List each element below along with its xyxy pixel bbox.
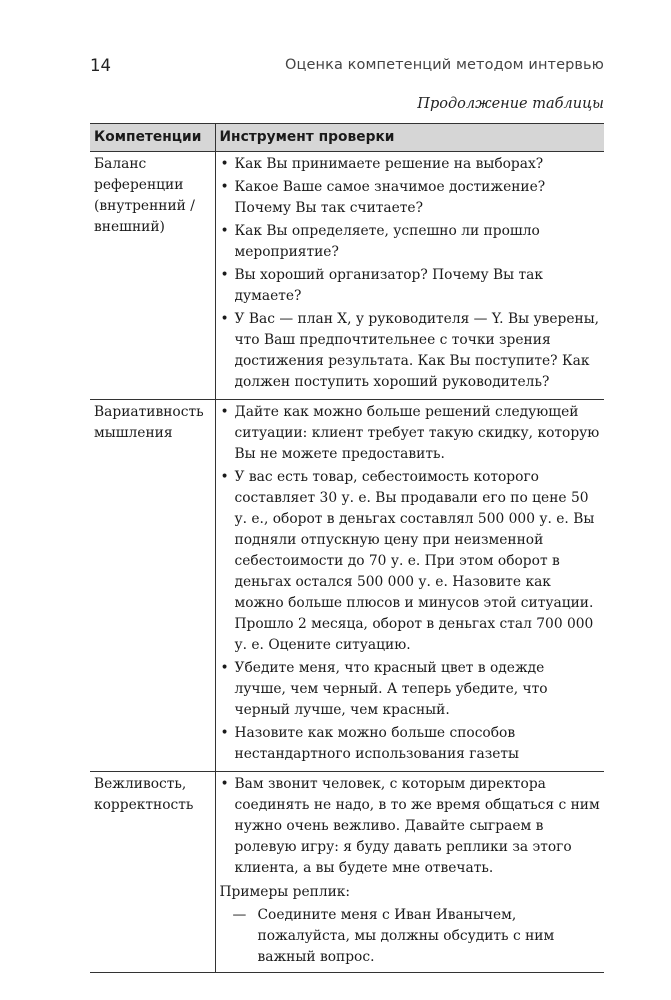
column-header-competencies: Компетенции xyxy=(90,124,215,152)
question-list xyxy=(220,154,601,393)
list-item: • Назовите как можно больше способов нестандартного использования газеты xyxy=(220,723,601,765)
list-item: • Убедите меня, что красный цвет в одежде лучше, чем черный. А теперь убедите, что черный лучше, чем красный. xyxy=(220,658,601,721)
list-item: • Какое Ваше самое значимое достижение? Почему Вы так считаете? xyxy=(220,177,601,219)
list-item: • У Вас — план X, у руководителя — Y. Вы уверены, что Ваш предпочтительнее с точки зрения достижения результата. Как Вы поступите? Как должен поступить хороший руководитель? xyxy=(220,309,601,393)
list-item: • Как Вы принимаете решение на выборах? xyxy=(220,154,601,175)
page-number: 14 xyxy=(90,56,111,75)
example-item: — Соедините меня с Иван Иванычем, пожалуйста, мы должны обсудить с ним важный вопрос. xyxy=(220,905,601,968)
table-row xyxy=(90,772,604,973)
table-row xyxy=(90,400,604,772)
list-item: • Дайте как можно больше решений следующей ситуации: клиент требует такую скидку, которую Вы не можете предоставить. xyxy=(220,402,601,465)
competency-name: Баланс референции (внутренний / внешний) xyxy=(90,152,215,400)
list-item: • Вам звонит человек, с которым директора соединять не надо, в то же время общаться с ним нужно очень вежливо. Давайте сыграем в ролевую игру: я буду давать реплики за этого клиента, а вы будете мне отвечать. xyxy=(220,774,601,879)
tool-cell xyxy=(215,152,604,400)
tool-cell xyxy=(215,772,604,973)
question-list xyxy=(220,402,601,765)
table-header-row xyxy=(90,124,604,152)
column-header-tool: Инструмент проверки xyxy=(215,124,604,152)
question-list xyxy=(220,774,601,879)
examples-label: Примеры реплик: xyxy=(219,884,351,900)
example-list xyxy=(220,905,601,968)
list-item: • У вас есть товар, себестоимость которого составляет 30 у. е. Вы продавали его по цене 50 у. е., оборот в деньгах составлял 500 000 у. е. Вы подняли отпускную цену при неизменной себестоимости до 70 у. е. При этом оборот в деньгах остался 500 000 у. е. Назовите как можно больше плюсов и минусов этой ситуации. Прошло 2 месяца, оборот в деньгах стал 700 000 у. е. Оцените ситуацию. xyxy=(220,467,601,656)
running-head: Оценка компетенций методом интервью xyxy=(285,57,604,73)
list-item: • Вы хороший организатор? Почему Вы так думаете? xyxy=(220,265,601,307)
table-row xyxy=(90,152,604,400)
competency-name: Вариативность мышления xyxy=(90,400,215,772)
tool-cell xyxy=(215,400,604,772)
table-continuation-note: Продолжение таблицы xyxy=(417,96,604,112)
competency-table xyxy=(90,123,604,973)
list-item: • Как Вы определяете, успешно ли прошло мероприятие? xyxy=(220,221,601,263)
competency-name: Вежливость, корректность xyxy=(90,772,215,973)
